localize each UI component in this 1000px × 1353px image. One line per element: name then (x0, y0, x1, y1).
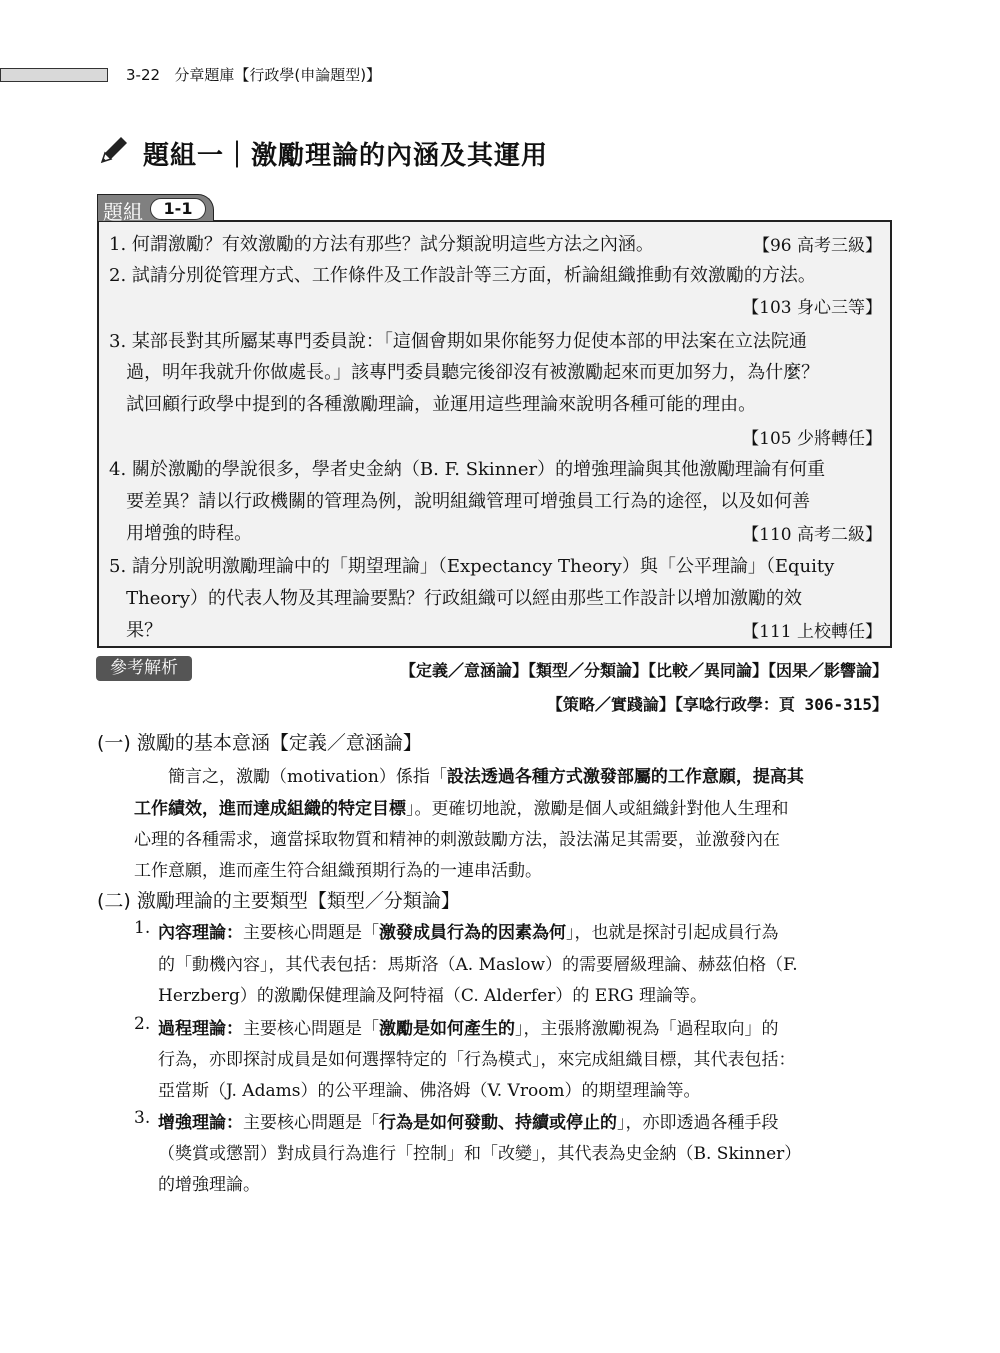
list-item-number: 3. (134, 1108, 151, 1128)
question-line: 用增強的時程。 (109, 523, 253, 544)
question-line: 要差異？請以行政機關的管理為例，說明組織管理可增強員工行為的途徑，以及如何善 (109, 491, 811, 512)
list-item-line: 內容理論：主要核心問題是「激發成員行為的因素為何」，也就是探討引起成員行為 (158, 923, 779, 943)
reference-badge: 參考解析 (96, 656, 192, 681)
pencil-icon (96, 134, 130, 168)
header-bar (0, 68, 108, 82)
question-line: 5. 請分別說明激勵理論中的「期望理論」（Expectancy Theory）與「公平理論」（Equity (109, 556, 835, 577)
question-source: 【110 高考二級】 (742, 525, 882, 545)
question-line: 2. 試請分別從管理方式、工作條件及工作設計等三方面，析論組織推動有效激勵的方法。 (109, 265, 816, 286)
question-source: 【96 高考三級】 (752, 236, 882, 256)
reference-tags: 【策略／實踐論】【享唸行政學：頁 306-315】 (546, 695, 888, 714)
question-source: 【105 少將轉任】 (742, 429, 882, 449)
question-tab-number: 1-1 (150, 198, 206, 220)
section-title: 題組一｜激勵理論的內涵及其運用 (143, 141, 549, 171)
question-line: 過，明年我就升你做處長。」該專門委員聽完後卻沒有被激勵起來而更加努力，為什麼？ (109, 362, 820, 383)
list-item-line: 的增強理論。 (158, 1175, 260, 1195)
question-line: 4. 關於激勵的學說很多，學者史金納（B. F. Skinner）的增強理論與其他激勵理論有何重 (109, 459, 826, 480)
reference-tags: 【定義／意涵論】【類型／分類論】【比較／異同論】【因果／影響論】 (399, 661, 888, 680)
running-header: 3-22 分章題庫【行政學(申論題型)】 (126, 66, 382, 84)
section-heading: (二) 激勵理論的主要類型【類型／分類論】 (97, 890, 460, 912)
list-item-line: Herzberg）的激勵保健理論及阿特福（C. Alderfer）的 ERG 理論等。 (158, 986, 707, 1006)
list-item-line: 過程理論：主要核心問題是「激勵是如何產生的」，主張將激勵視為「過程取向」的 (158, 1019, 779, 1039)
section-heading: (一) 激勵的基本意涵【定義／意涵論】 (97, 732, 422, 754)
list-item-number: 1. (134, 918, 151, 938)
question-line: 試回顧行政學中提到的各種激勵理論，並運用這些理論來說明各種可能的理由。 (109, 394, 757, 415)
question-tab-label: 題組 (103, 200, 143, 224)
question-source: 【111 上校轉任】 (742, 622, 882, 642)
question-line: 1. 何謂激勵？有效激勵的方法有那些？試分類說明這些方法之內涵。 (109, 234, 654, 255)
list-item-line: （獎賞或懲罰）對成員行為進行「控制」和「改變」，其代表為史金納（B. Skinner） (158, 1144, 802, 1164)
paragraph-line: 簡言之，激勵（motivation）係指「設法透過各種方式激發部屬的工作意願，提高其 (134, 767, 804, 787)
list-item-line: 行為，亦即探討成員是如何選擇特定的「行為模式」，來完成組織目標，其代表包括： (158, 1050, 796, 1070)
question-line: 果？ (109, 620, 163, 641)
list-item-line: 增強理論：主要核心問題是「行為是如何發動、持續或停止的」，亦即透過各種手段 (158, 1113, 779, 1133)
paragraph-line: 工作意願，進而產生符合組織預期行為的一連串活動。 (134, 861, 542, 881)
question-line: Theory）的代表人物及其理論要點？行政組織可以經由那些工作設計以增加激勵的效 (109, 588, 803, 609)
list-item-number: 2. (134, 1014, 151, 1034)
question-source: 【103 身心三等】 (742, 298, 882, 318)
list-item-line: 亞當斯（J. Adams）的公平理論、佛洛姆（V. Vroom）的期望理論等。 (158, 1081, 701, 1101)
question-line: 3. 某部長對其所屬某專門委員說：「這個會期如果你能努力促使本部的甲法案在立法院通 (109, 331, 807, 352)
list-item-line: 的「動機內容」，其代表包括：馬斯洛（A. Maslow）的需要層級理論、赫茲伯格（F. (158, 955, 798, 975)
paragraph-line: 工作績效，進而達成組織的特定目標」。更確切地說，激勵是個人或組織針對他人生理和 (134, 799, 789, 819)
paragraph-line: 心理的各種需求，適當採取物質和精神的刺激鼓勵方法，設法滿足其需要，並激發內在 (134, 830, 780, 850)
